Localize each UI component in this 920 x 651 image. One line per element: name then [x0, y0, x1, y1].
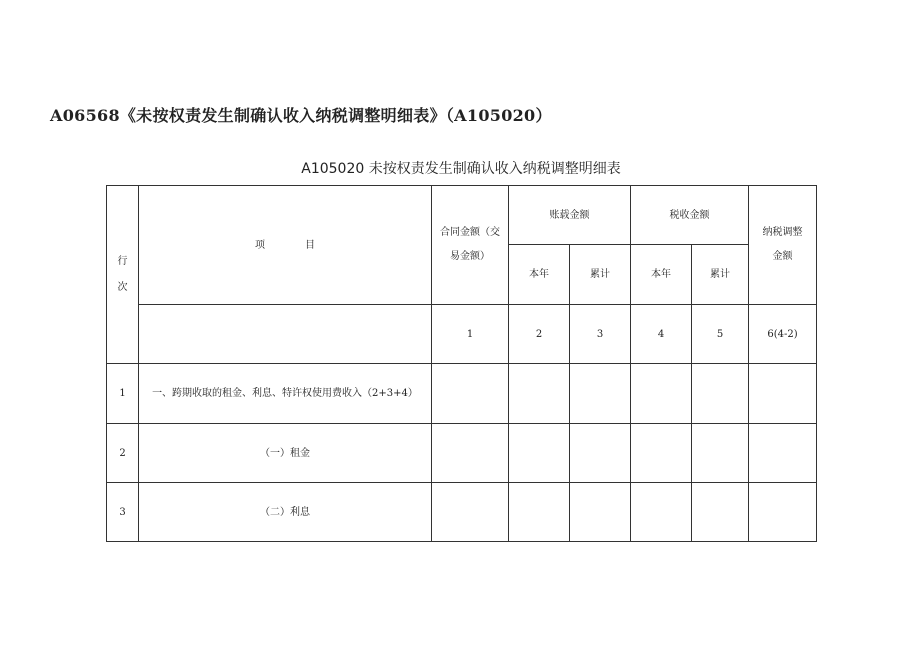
column-number-row — [107, 305, 817, 364]
header-tax-current-year: 本年 — [631, 245, 692, 305]
table-title: A105020 未按权责发生制确认收入纳税调整明细表 — [301, 161, 621, 177]
cell-tax-cumulative[interactable] — [692, 424, 749, 483]
cell-contract[interactable] — [432, 483, 509, 542]
table-row — [107, 364, 817, 424]
row-no: 3 — [107, 483, 139, 542]
cell-book-cumulative[interactable] — [570, 364, 631, 424]
cell-contract[interactable] — [432, 364, 509, 424]
cell-tax-cumulative[interactable] — [692, 483, 749, 542]
row-item: （一）租金 — [139, 424, 432, 483]
cell-book-current[interactable] — [509, 424, 570, 483]
cell-book-cumulative[interactable] — [570, 424, 631, 483]
row-item: 一、跨期收取的租金、利息、特许权使用费收入（2+3+4） — [139, 364, 432, 424]
table-row — [107, 424, 817, 483]
header-book-amount: 账载金额 — [509, 186, 631, 245]
cell-adjust[interactable] — [749, 424, 817, 483]
cell-book-cumulative[interactable] — [570, 483, 631, 542]
header-adjust-line1: 纳税调整 — [762, 227, 803, 238]
column-number-3: 3 — [570, 305, 631, 364]
header-adjust-amount — [749, 186, 817, 305]
cell-book-current[interactable] — [509, 364, 570, 424]
cell-adjust[interactable] — [749, 483, 817, 542]
column-number-6: 6(4-2) — [749, 305, 817, 364]
adjustment-table — [106, 185, 817, 542]
row-no: 2 — [107, 424, 139, 483]
header-adjust-line2: 金额 — [772, 251, 793, 262]
row-item: （二）利息 — [139, 483, 432, 542]
cell-book-current[interactable] — [509, 483, 570, 542]
header-row-no — [107, 186, 139, 364]
document-title: A06568《未按权责发生制确认收入纳税调整明细表》（A105020） — [50, 106, 552, 125]
header-book-cumulative: 累计 — [570, 245, 631, 305]
header-tax-cumulative: 累计 — [692, 245, 749, 305]
header-tax-amount: 税收金额 — [631, 186, 749, 245]
header-row-no-line1: 行 — [117, 255, 128, 267]
cell-contract[interactable] — [432, 424, 509, 483]
header-row-no-line2: 次 — [117, 281, 128, 293]
header-contract-amount — [432, 186, 509, 305]
cell-tax-cumulative[interactable] — [692, 364, 749, 424]
header-item: 项 目 — [139, 186, 432, 305]
column-number-4: 4 — [631, 305, 692, 364]
header-row-1 — [107, 186, 817, 245]
table-row — [107, 483, 817, 542]
column-number-2: 2 — [509, 305, 570, 364]
column-number-blank — [139, 305, 432, 364]
header-contract-line2: 易金额） — [450, 251, 490, 262]
cell-tax-current[interactable] — [631, 364, 692, 424]
row-no: 1 — [107, 364, 139, 424]
cell-tax-current[interactable] — [631, 424, 692, 483]
column-number-1: 1 — [432, 305, 509, 364]
cell-tax-current[interactable] — [631, 483, 692, 542]
header-book-current-year: 本年 — [509, 245, 570, 305]
header-contract-line1: 合同金额（交 — [440, 227, 500, 238]
column-number-5: 5 — [692, 305, 749, 364]
cell-adjust[interactable] — [749, 364, 817, 424]
